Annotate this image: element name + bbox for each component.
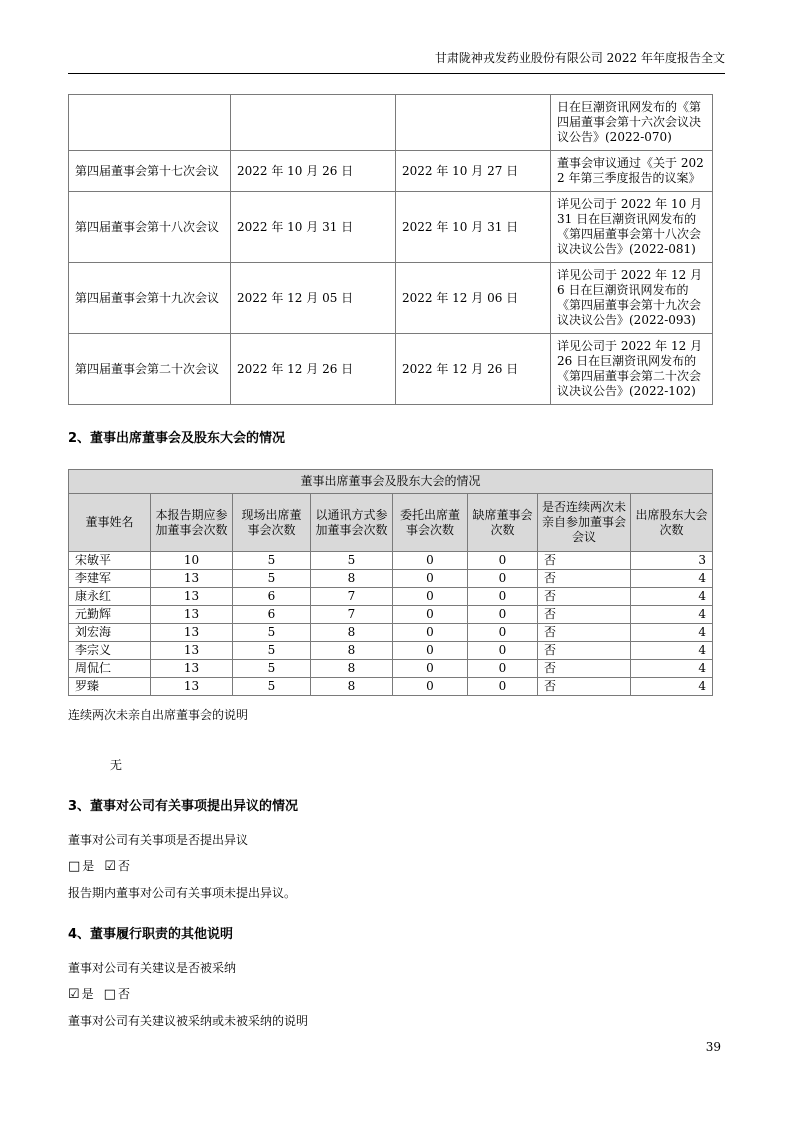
attendance-column-header: 缺席董事会次数 — [468, 494, 538, 552]
attendance-row-cell: 元勤辉 — [69, 606, 151, 624]
checkbox-checked-icon: ☑ — [104, 859, 116, 874]
meeting-row-cell: 日在巨潮资讯网发布的《第四届董事会第十六次会议决议公告》(2022-070) — [551, 95, 713, 151]
attendance-row — [69, 570, 713, 588]
section-3-heading: 3、董事对公司有关事项提出异议的情况 — [68, 799, 299, 814]
attendance-row-cell: 4 — [631, 678, 713, 696]
attendance-row-cell: 13 — [151, 588, 233, 606]
attendance-row-cell: 13 — [151, 570, 233, 588]
attendance-row-cell: 0 — [393, 606, 468, 624]
attendance-row-cell: 0 — [468, 588, 538, 606]
attendance-row-cell: 0 — [393, 660, 468, 678]
attendance-row-cell: 罗臻 — [69, 678, 151, 696]
attendance-row-cell: 0 — [393, 642, 468, 660]
attendance-row-cell: 李建军 — [69, 570, 151, 588]
attendance-row-cell: 李宗义 — [69, 642, 151, 660]
attendance-row-cell: 0 — [468, 570, 538, 588]
section-3-question: 董事对公司有关事项是否提出异议 — [68, 833, 249, 847]
meeting-row-cell: 2022 年 10 月 31 日 — [396, 192, 551, 263]
attendance-row-cell: 4 — [631, 642, 713, 660]
attendance-row-cell: 5 — [233, 678, 311, 696]
meeting-row — [69, 334, 713, 405]
meeting-row-cell: 2022 年 10 月 31 日 — [231, 192, 396, 263]
attendance-row-cell: 6 — [233, 606, 311, 624]
board-meetings-table — [68, 94, 713, 405]
attendance-row-cell: 刘宏海 — [69, 624, 151, 642]
meeting-row-cell: 第四届董事会第二十次会议 — [69, 334, 231, 405]
meeting-row-cell: 2022 年 10 月 26 日 — [231, 151, 396, 192]
attendance-row-cell: 否 — [538, 624, 631, 642]
attendance-row — [69, 678, 713, 696]
meeting-row-cell: 2022 年 10 月 27 日 — [396, 151, 551, 192]
attendance-row-cell: 8 — [311, 660, 393, 678]
checkbox-option — [104, 987, 130, 1001]
attendance-row-cell: 13 — [151, 624, 233, 642]
meetings-table-body — [69, 95, 713, 405]
attendance-note-label: 连续两次未亲自出席董事会的说明 — [68, 708, 249, 722]
attendance-row-cell: 13 — [151, 606, 233, 624]
attendance-column-header: 现场出席董事会次数 — [233, 494, 311, 552]
section-3-statement: 报告期内董事对公司有关事项未提出异议。 — [68, 886, 297, 900]
attendance-row-cell: 5 — [233, 624, 311, 642]
meeting-row-cell: 详见公司于 2022 年 10 月 31 日在巨潮资讯网发布的《第四届董事会第十八次会议决议公告》(2022-081) — [551, 192, 713, 263]
attendance-row-cell: 0 — [468, 642, 538, 660]
attendance-column-header: 出席股东大会次数 — [631, 494, 713, 552]
meeting-row — [69, 151, 713, 192]
attendance-row-cell: 4 — [631, 588, 713, 606]
checkbox-option — [104, 859, 130, 873]
attendance-row — [69, 552, 713, 570]
attendance-row-cell: 否 — [538, 678, 631, 696]
attendance-row-cell: 0 — [393, 624, 468, 642]
attendance-row-cell: 8 — [311, 642, 393, 660]
checkbox-option — [68, 987, 94, 1001]
checkbox-unchecked-icon: □ — [68, 859, 81, 874]
meeting-row-cell: 第四届董事会第十八次会议 — [69, 192, 231, 263]
attendance-row-cell: 0 — [468, 678, 538, 696]
attendance-row-cell: 否 — [538, 660, 631, 678]
attendance-row-cell: 5 — [311, 552, 393, 570]
section-4-heading: 4、董事履行职责的其他说明 — [68, 927, 234, 942]
meeting-row-cell: 2022 年 12 月 06 日 — [396, 263, 551, 334]
meeting-row-cell: 董事会审议通过《关于 2022 年第三季度报告的议案》 — [551, 151, 713, 192]
attendance-column-header: 委托出席董事会次数 — [393, 494, 468, 552]
attendance-row-cell: 0 — [468, 660, 538, 678]
meeting-row-cell: 第四届董事会第十九次会议 — [69, 263, 231, 334]
attendance-row-cell: 0 — [468, 552, 538, 570]
checkbox-option — [68, 859, 94, 873]
attendance-row-cell: 0 — [468, 606, 538, 624]
attendance-table — [68, 469, 713, 696]
attendance-row-cell: 4 — [631, 624, 713, 642]
section-4-checkbox-line — [68, 985, 725, 1004]
attendance-table-body — [69, 552, 713, 696]
attendance-row-cell: 5 — [233, 642, 311, 660]
attendance-column-header: 以通讯方式参加董事会次数 — [311, 494, 393, 552]
attendance-row-cell: 否 — [538, 588, 631, 606]
checkbox-unchecked-icon: □ — [103, 987, 116, 1002]
attendance-row-cell: 8 — [311, 570, 393, 588]
meeting-row-cell: 详见公司于 2022 年 12 月 26 日在巨潮资讯网发布的《第四届董事会第二十次会议决议公告》(2022-102) — [551, 334, 713, 405]
attendance-row — [69, 624, 713, 642]
meeting-row — [69, 95, 713, 151]
attendance-row-cell: 周侃仁 — [69, 660, 151, 678]
attendance-title-row — [69, 470, 713, 494]
meeting-row-cell: 详见公司于 2022 年 12 月 6 日在巨潮资讯网发布的《第四届董事会第十九次会议决议公告》(2022-093) — [551, 263, 713, 334]
attendance-row-cell: 否 — [538, 552, 631, 570]
attendance-row-cell: 8 — [311, 624, 393, 642]
attendance-header-row — [69, 494, 713, 552]
meeting-row-cell: 2022 年 12 月 26 日 — [396, 334, 551, 405]
attendance-row-cell: 康永红 — [69, 588, 151, 606]
attendance-row-cell: 4 — [631, 606, 713, 624]
meeting-row — [69, 263, 713, 334]
meeting-row-cell — [396, 95, 551, 151]
meeting-row-cell: 2022 年 12 月 26 日 — [231, 334, 396, 405]
attendance-row-cell: 6 — [233, 588, 311, 606]
attendance-row-cell: 5 — [233, 660, 311, 678]
attendance-row-cell: 3 — [631, 552, 713, 570]
page-number: 39 — [705, 1040, 721, 1054]
attendance-row-cell: 10 — [151, 552, 233, 570]
attendance-column-header: 本报告期应参加董事会次数 — [151, 494, 233, 552]
page-header-text: 甘肃陇神戎发药业股份有限公司 2022 年年度报告全文 — [434, 51, 725, 65]
section-4-question: 董事对公司有关建议是否被采纳 — [68, 961, 237, 975]
attendance-row — [69, 588, 713, 606]
attendance-row — [69, 606, 713, 624]
checkbox-label: 是 — [81, 987, 94, 1001]
section-3-checkbox-line — [68, 857, 725, 876]
page-header — [68, 50, 725, 74]
attendance-column-header: 是否连续两次未亲自参加董事会会议 — [538, 494, 631, 552]
attendance-row-cell: 13 — [151, 678, 233, 696]
meeting-row-cell: 2022 年 12 月 05 日 — [231, 263, 396, 334]
attendance-row-cell: 7 — [311, 588, 393, 606]
attendance-row-cell: 7 — [311, 606, 393, 624]
attendance-note-value: 无 — [110, 758, 123, 772]
section-2-heading: 2、董事出席董事会及股东大会的情况 — [68, 431, 286, 446]
attendance-row-cell: 否 — [538, 606, 631, 624]
checkbox-checked-icon: ☑ — [68, 987, 80, 1002]
meeting-row — [69, 192, 713, 263]
section-4-statement: 董事对公司有关建议被采纳或未被采纳的说明 — [68, 1014, 309, 1028]
attendance-row-cell: 0 — [393, 552, 468, 570]
attendance-row-cell: 0 — [393, 588, 468, 606]
attendance-row-cell: 4 — [631, 570, 713, 588]
attendance-row-cell: 否 — [538, 570, 631, 588]
attendance-row-cell: 5 — [233, 570, 311, 588]
meeting-row-cell — [69, 95, 231, 151]
attendance-table-title: 董事出席董事会及股东大会的情况 — [69, 470, 713, 494]
attendance-row-cell: 0 — [468, 624, 538, 642]
attendance-row-cell: 宋敏平 — [69, 552, 151, 570]
meeting-row-cell: 第四届董事会第十七次会议 — [69, 151, 231, 192]
attendance-row-cell: 13 — [151, 642, 233, 660]
attendance-column-header: 董事姓名 — [69, 494, 151, 552]
attendance-row — [69, 642, 713, 660]
attendance-row-cell: 4 — [631, 660, 713, 678]
attendance-row-cell: 0 — [393, 678, 468, 696]
meeting-row-cell — [231, 95, 396, 151]
checkbox-label: 否 — [117, 859, 130, 873]
attendance-row-cell: 13 — [151, 660, 233, 678]
attendance-row-cell: 否 — [538, 642, 631, 660]
attendance-row-cell: 0 — [393, 570, 468, 588]
checkbox-label: 是 — [82, 859, 95, 873]
attendance-row-cell: 8 — [311, 678, 393, 696]
attendance-row-cell: 5 — [233, 552, 311, 570]
checkbox-label: 否 — [117, 987, 130, 1001]
attendance-row — [69, 660, 713, 678]
